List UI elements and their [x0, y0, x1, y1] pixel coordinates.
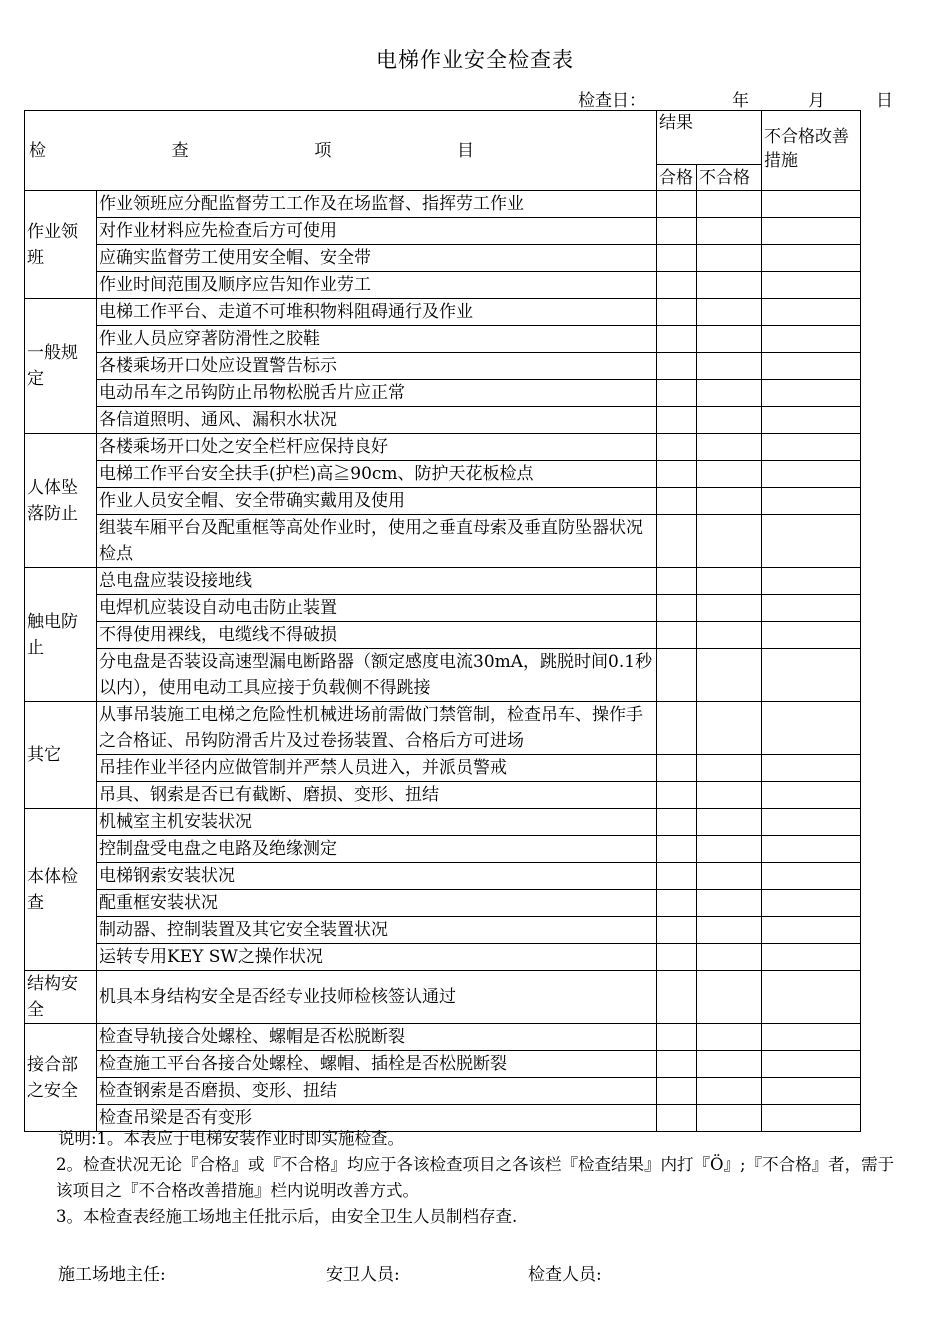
date-year: 年 — [732, 91, 749, 111]
measures-cell[interactable] — [762, 299, 861, 326]
header-item-char: 检 — [29, 140, 46, 161]
measures-cell[interactable] — [762, 245, 861, 272]
table-row — [25, 488, 861, 515]
measures-cell[interactable] — [762, 326, 861, 353]
fail-cell[interactable] — [697, 191, 762, 218]
fail-cell[interactable] — [697, 461, 762, 488]
inspection-item: 运转专用KEY SW之操作状况 — [97, 944, 657, 971]
inspection-item: 电焊机应装设自动电击防止装置 — [97, 595, 657, 622]
inspection-item: 吊挂作业半径内应做管制并严禁人员进入，并派员警戒 — [97, 755, 657, 782]
inspection-item: 分电盘是否装设高速型漏电断路器（额定感度电流30mA，跳脱时间0.1秒以内），使用电动工具应接于负载侧不得跳接 — [97, 649, 657, 702]
measures-cell[interactable] — [762, 272, 861, 299]
table-row — [25, 649, 861, 702]
measures-cell[interactable] — [762, 488, 861, 515]
site-director-label: 施工场地主任: — [58, 1265, 166, 1285]
fail-cell[interactable] — [697, 218, 762, 245]
inspection-item: 作业人员应穿著防滑性之胶鞋 — [97, 326, 657, 353]
header-fail: 不合格 — [697, 165, 762, 191]
inspection-item: 应确实监督劳工使用安全帽、安全带 — [97, 245, 657, 272]
inspection-item: 电梯工作平台安全扶手(护栏)高≧90cm、防护天花板检点 — [97, 461, 657, 488]
fail-cell[interactable] — [697, 1078, 762, 1105]
fail-cell[interactable] — [697, 245, 762, 272]
table-row — [25, 782, 861, 809]
note-2: 2。检查状况无论『合格』或『不合格』均应于各该检查项目之各该栏『检查结果』内打『Ö』;『不合格』者，需于该项目之『不合格改善措施』栏内说明改善方式。 — [56, 1155, 895, 1200]
inspector-label: 检查人员: — [528, 1265, 602, 1285]
inspection-item: 吊具、钢索是否已有截断、磨损、变形、扭结 — [97, 782, 657, 809]
fail-cell[interactable] — [697, 702, 762, 755]
inspection-item: 各楼乘场开口处之安全栏杆应保持良好 — [97, 434, 657, 461]
measures-cell[interactable] — [762, 755, 861, 782]
inspection-item: 控制盘受电盘之电路及绝缘测定 — [97, 836, 657, 863]
inspection-item: 电梯钢索安装状况 — [97, 863, 657, 890]
pass-cell[interactable] — [657, 353, 697, 380]
measures-cell[interactable] — [762, 434, 861, 461]
pass-cell[interactable] — [657, 622, 697, 649]
measures-cell[interactable] — [762, 917, 861, 944]
category-cell: 触电防止 — [25, 568, 97, 702]
measures-cell[interactable] — [762, 836, 861, 863]
inspection-item: 电动吊车之吊钩防止吊物松脱舌片应正常 — [97, 380, 657, 407]
fail-cell[interactable] — [697, 299, 762, 326]
inspection-item: 各楼乘场开口处应设置警告标示 — [97, 353, 657, 380]
notes — [58, 1126, 908, 1230]
inspection-item: 作业时间范围及顺序应告知作业劳工 — [97, 272, 657, 299]
table-row — [25, 461, 861, 488]
category-cell: 结构安全 — [25, 971, 97, 1024]
fail-cell[interactable] — [697, 326, 762, 353]
inspection-item: 组装车厢平台及配重框等高处作业时，使用之垂直母索及垂直防坠器状况检点 — [97, 515, 657, 568]
measures-cell[interactable] — [762, 407, 861, 434]
inspection-item: 作业领班应分配监督劳工工作及在场监督、指挥劳工作业 — [97, 191, 657, 218]
pass-cell[interactable] — [657, 917, 697, 944]
fail-cell[interactable] — [697, 971, 762, 1024]
note-1: 说明:1。本表应于电梯安装作业时即实施检查。 — [58, 1129, 405, 1148]
inspection-item: 检查施工平台各接合处螺栓、螺帽、插栓是否松脱断裂 — [97, 1051, 657, 1078]
table-row — [25, 407, 861, 434]
table-row — [25, 890, 861, 917]
inspection-item: 制动器、控制装置及其它安全装置状况 — [97, 917, 657, 944]
fail-cell[interactable] — [697, 917, 762, 944]
inspection-item: 机具本身结构安全是否经专业技师检核签认通过 — [97, 971, 657, 1024]
measures-cell[interactable] — [762, 515, 861, 568]
fail-cell[interactable] — [697, 890, 762, 917]
pass-cell[interactable] — [657, 272, 697, 299]
table-row — [25, 1051, 861, 1078]
fail-cell[interactable] — [697, 353, 762, 380]
category-cell: 作业领班 — [25, 191, 97, 299]
pass-cell[interactable] — [657, 245, 697, 272]
fail-cell[interactable] — [697, 863, 762, 890]
table-row — [25, 944, 861, 971]
fail-cell[interactable] — [697, 944, 762, 971]
note-3: 3。本检查表经施工场地主任批示后，由安全卫生人员制档存查. — [56, 1207, 518, 1226]
pass-cell[interactable] — [657, 488, 697, 515]
header-fail-measures: 不合格改善措施 — [762, 111, 861, 191]
inspection-table — [24, 110, 861, 1132]
header-result: 结果 — [657, 111, 762, 165]
table-row — [25, 622, 861, 649]
table-row — [25, 568, 861, 595]
table-row — [25, 434, 861, 461]
measures-cell[interactable] — [762, 971, 861, 1024]
pass-cell[interactable] — [657, 809, 697, 836]
measures-cell[interactable] — [762, 1051, 861, 1078]
measures-cell[interactable] — [762, 568, 861, 595]
page-title: 电梯作业安全检查表 — [376, 48, 574, 72]
table-row — [25, 863, 861, 890]
pass-cell[interactable] — [657, 702, 697, 755]
measures-cell[interactable] — [762, 782, 861, 809]
pass-cell[interactable] — [657, 863, 697, 890]
inspection-item: 各信道照明、通风、漏积水状况 — [97, 407, 657, 434]
category-cell: 本体检查 — [25, 809, 97, 971]
measures-cell[interactable] — [762, 702, 861, 755]
fail-cell[interactable] — [697, 836, 762, 863]
fail-cell[interactable] — [697, 407, 762, 434]
header-item-char: 目 — [456, 140, 474, 161]
fail-cell[interactable] — [697, 488, 762, 515]
measures-cell[interactable] — [762, 1024, 861, 1051]
measures-cell[interactable] — [762, 863, 861, 890]
measures-cell[interactable] — [762, 218, 861, 245]
measures-cell[interactable] — [762, 809, 861, 836]
pass-cell[interactable] — [657, 515, 697, 568]
table-row — [25, 353, 861, 380]
measures-cell[interactable] — [762, 622, 861, 649]
pass-cell[interactable] — [657, 1051, 697, 1078]
header-pass: 合格 — [657, 165, 697, 191]
table-row — [25, 836, 861, 863]
measures-cell[interactable] — [762, 461, 861, 488]
table-row — [25, 326, 861, 353]
inspection-item: 机械室主机安装状况 — [97, 809, 657, 836]
table-row — [25, 299, 861, 326]
category-cell: 其它 — [25, 702, 97, 809]
category-cell: 接合部之安全 — [25, 1024, 97, 1132]
inspection-item: 电梯工作平台、走道不可堆积物料阻碍通行及作业 — [97, 299, 657, 326]
pass-cell[interactable] — [657, 782, 697, 809]
inspection-item: 不得使用裸线，电缆线不得破损 — [97, 622, 657, 649]
header-item-char: 查 — [171, 140, 189, 161]
fail-cell[interactable] — [697, 595, 762, 622]
table-row — [25, 595, 861, 622]
pass-cell[interactable] — [657, 407, 697, 434]
pass-cell[interactable] — [657, 971, 697, 1024]
pass-cell[interactable] — [657, 434, 697, 461]
pass-cell[interactable] — [657, 649, 697, 702]
pass-cell[interactable] — [657, 1024, 697, 1051]
fail-cell[interactable] — [697, 568, 762, 595]
fail-cell[interactable] — [697, 272, 762, 299]
table-row — [25, 809, 861, 836]
pass-cell[interactable] — [657, 461, 697, 488]
category-cell: 人体坠落防止 — [25, 434, 97, 568]
table-row — [25, 191, 861, 218]
header-row — [25, 111, 861, 165]
fail-cell[interactable] — [697, 515, 762, 568]
fail-cell[interactable] — [697, 649, 762, 702]
table-row — [25, 218, 861, 245]
measures-cell[interactable] — [762, 890, 861, 917]
date-label: 检查日： — [578, 91, 646, 111]
inspection-item: 从事吊装施工电梯之危险性机械进场前需做门禁管制，检查吊车、操作手之合格证、吊钩防滑舌片及过卷扬装置、合格后方可进场 — [97, 702, 657, 755]
signature-line — [0, 1260, 950, 1284]
pass-cell[interactable] — [657, 944, 697, 971]
fail-cell[interactable] — [697, 380, 762, 407]
category-cell: 一般规定 — [25, 299, 97, 434]
measures-cell[interactable] — [762, 595, 861, 622]
safety-officer-label: 安卫人员: — [326, 1265, 400, 1285]
table-row — [25, 1078, 861, 1105]
date-day: 日 — [876, 91, 893, 111]
measures-cell[interactable] — [762, 649, 861, 702]
measures-cell[interactable] — [762, 353, 861, 380]
inspection-item: 检查导轨接合处螺栓、螺帽是否松脱断裂 — [97, 1024, 657, 1051]
measures-cell[interactable] — [762, 191, 861, 218]
table-row — [25, 380, 861, 407]
fail-cell[interactable] — [697, 1051, 762, 1078]
table-row — [25, 971, 861, 1024]
table-row — [25, 515, 861, 568]
pass-cell[interactable] — [657, 836, 697, 863]
table-row — [25, 272, 861, 299]
fail-cell[interactable] — [697, 809, 762, 836]
header-item-char: 项 — [314, 140, 332, 161]
inspection-item: 总电盘应装设接地线 — [97, 568, 657, 595]
inspection-date-line — [0, 86, 950, 110]
table-row — [25, 702, 861, 755]
measures-cell[interactable] — [762, 380, 861, 407]
pass-cell[interactable] — [657, 326, 697, 353]
table-row — [25, 917, 861, 944]
pass-cell[interactable] — [657, 890, 697, 917]
fail-cell[interactable] — [697, 434, 762, 461]
inspection-item: 检查吊梁是否有变形 — [97, 1105, 657, 1132]
pass-cell[interactable] — [657, 595, 697, 622]
measures-cell[interactable] — [762, 1078, 861, 1105]
pass-cell[interactable] — [657, 380, 697, 407]
fail-cell[interactable] — [697, 622, 762, 649]
fail-cell[interactable] — [697, 755, 762, 782]
table-row — [25, 1024, 861, 1051]
header-inspection-item — [25, 111, 657, 191]
inspection-item: 配重框安装状况 — [97, 890, 657, 917]
pass-cell[interactable] — [657, 299, 697, 326]
table-row — [25, 245, 861, 272]
inspection-item: 对作业材料应先检查后方可使用 — [97, 218, 657, 245]
table-row — [25, 755, 861, 782]
inspection-item: 检查钢索是否磨损、变形、扭结 — [97, 1078, 657, 1105]
inspection-item: 作业人员安全帽、安全带确实戴用及使用 — [97, 488, 657, 515]
pass-cell[interactable] — [657, 755, 697, 782]
date-month: 月 — [808, 91, 825, 111]
pass-cell[interactable] — [657, 218, 697, 245]
pass-cell[interactable] — [657, 191, 697, 218]
pass-cell[interactable] — [657, 568, 697, 595]
measures-cell[interactable] — [762, 944, 861, 971]
fail-cell[interactable] — [697, 1024, 762, 1051]
fail-cell[interactable] — [697, 782, 762, 809]
pass-cell[interactable] — [657, 1078, 697, 1105]
